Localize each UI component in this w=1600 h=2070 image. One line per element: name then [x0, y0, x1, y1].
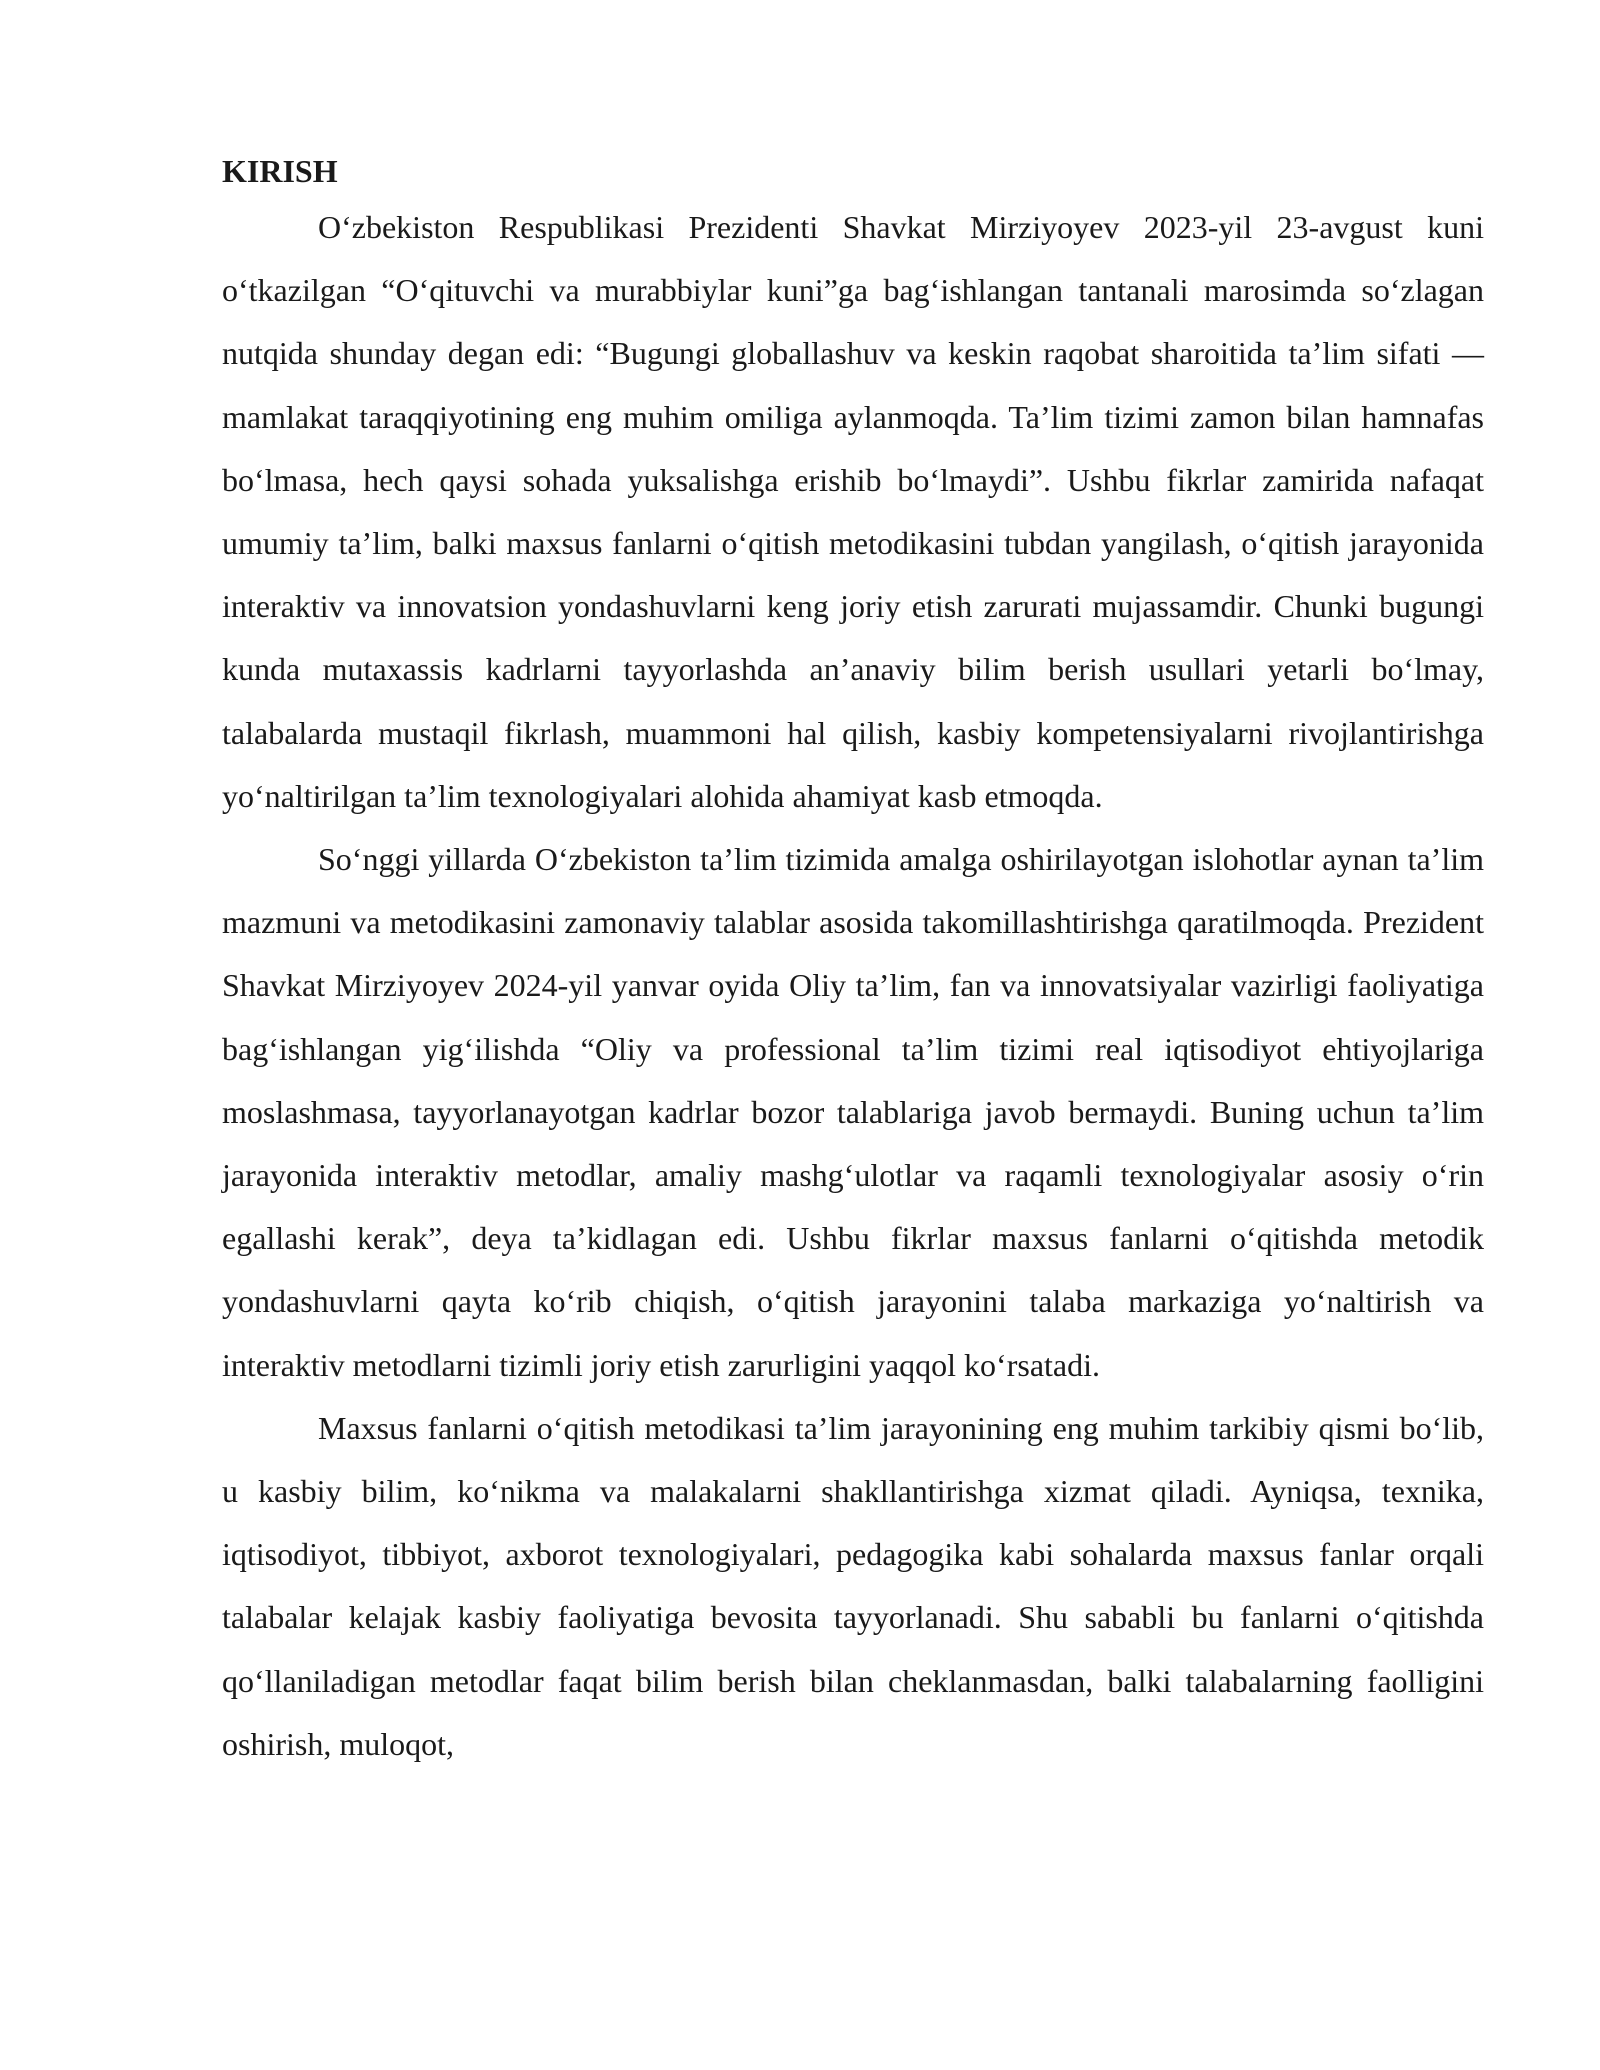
paragraph: Maxsus fanlarni oʻqitish metodikasi ta’lim jarayonining eng muhim tarkibiy qismi boʻlib, u kasbiy bilim, koʻnikma va malakalarni shakllantirishga xizmat qiladi. Ayniqsa, texnika, iqtisodiyot, tibbiyot, axborot texnologiyalari, pedagogika kabi sohalarda maxsus fanlar orqali talabalar kelajak kasbiy faoliyatiga bevosita tayyorlanadi. Shu sababli bu fanlarni oʻqitishda qoʻllaniladigan metodlar faqat bilim berish bilan cheklanmasdan, balki talabalarning faolligini oshirish, muloqot, — [222, 1409, 1484, 1762]
document-body — [222, 146, 1484, 1776]
paragraph: Soʻnggi yillarda Oʻzbekiston ta’lim tizimida amalga oshirilayotgan islohotlar aynan ta’lim mazmuni va metodikasini zamonaviy talablar asosida takomillashtirishga qaratilmoqda. Prezident Shavkat Mirziyoyev 2024-yil yanvar oyida Oliy ta’lim, fan va innovatsiyalar vazirligi faoliyatiga bagʻishlangan yigʻilishda “Oliy va professional ta’lim tizimi real iqtisodiyot ehtiyojlariga moslashmasa, tayyorlanayotgan kadrlar bozor talablariga javob bermaydi. Buning uchun ta’lim jarayonida interaktiv metodlar, amaliy mashgʻulotlar va raqamli texnologiyalar asosiy oʻrin egallashi kerak”, deya ta’kidlagan edi. Ushbu fikrlar maxsus fanlarni oʻqitishda metodik yondashuvlarni qayta koʻrib chiqish, oʻqitish jarayonini talaba markaziga yoʻnaltirish va interaktiv metodlarni tizimli joriy etish zarurligini yaqqol koʻrsatadi. — [222, 841, 1484, 1383]
section-heading: KIRISH — [222, 153, 338, 189]
paragraph: Oʻzbekiston Respublikasi Prezidenti Shavkat Mirziyoyev 2023-yil 23-avgust kuni oʻtkazilgan “Oʻqituvchi va murabbiylar kuni”ga bagʻishlangan tantanali marosimda soʻzlagan nutqida shunday degan edi: “Bugungi globallashuv va keskin raqobat sharoitida ta’lim sifati — mamlakat taraqqiyotining eng muhim omiliga aylanmoqda. Ta’lim tizimi zamon bilan hamnafas boʻlmasa, hech qaysi sohada yuksalishga erishib boʻlmaydi”. Ushbu fikrlar zamirida nafaqat umumiy ta’lim, balki maxsus fanlarni oʻqitish metodikasini tubdan yangilash, oʻqitish jarayonida interaktiv va innovatsion yondashuvlarni keng joriy etish zarurati mujassamdir. Chunki bugungi kunda mutaxassis kadrlarni tayyorlashda an’anaviy bilim berish usullari yetarli boʻlmay, talabalarda mustaqil fikrlash, muammoni hal qilish, kasbiy kompetensiyalarni rivojlantirishga yoʻnaltirilgan ta’lim texnologiyalari alohida ahamiyat kasb etmoqda. — [222, 209, 1484, 814]
